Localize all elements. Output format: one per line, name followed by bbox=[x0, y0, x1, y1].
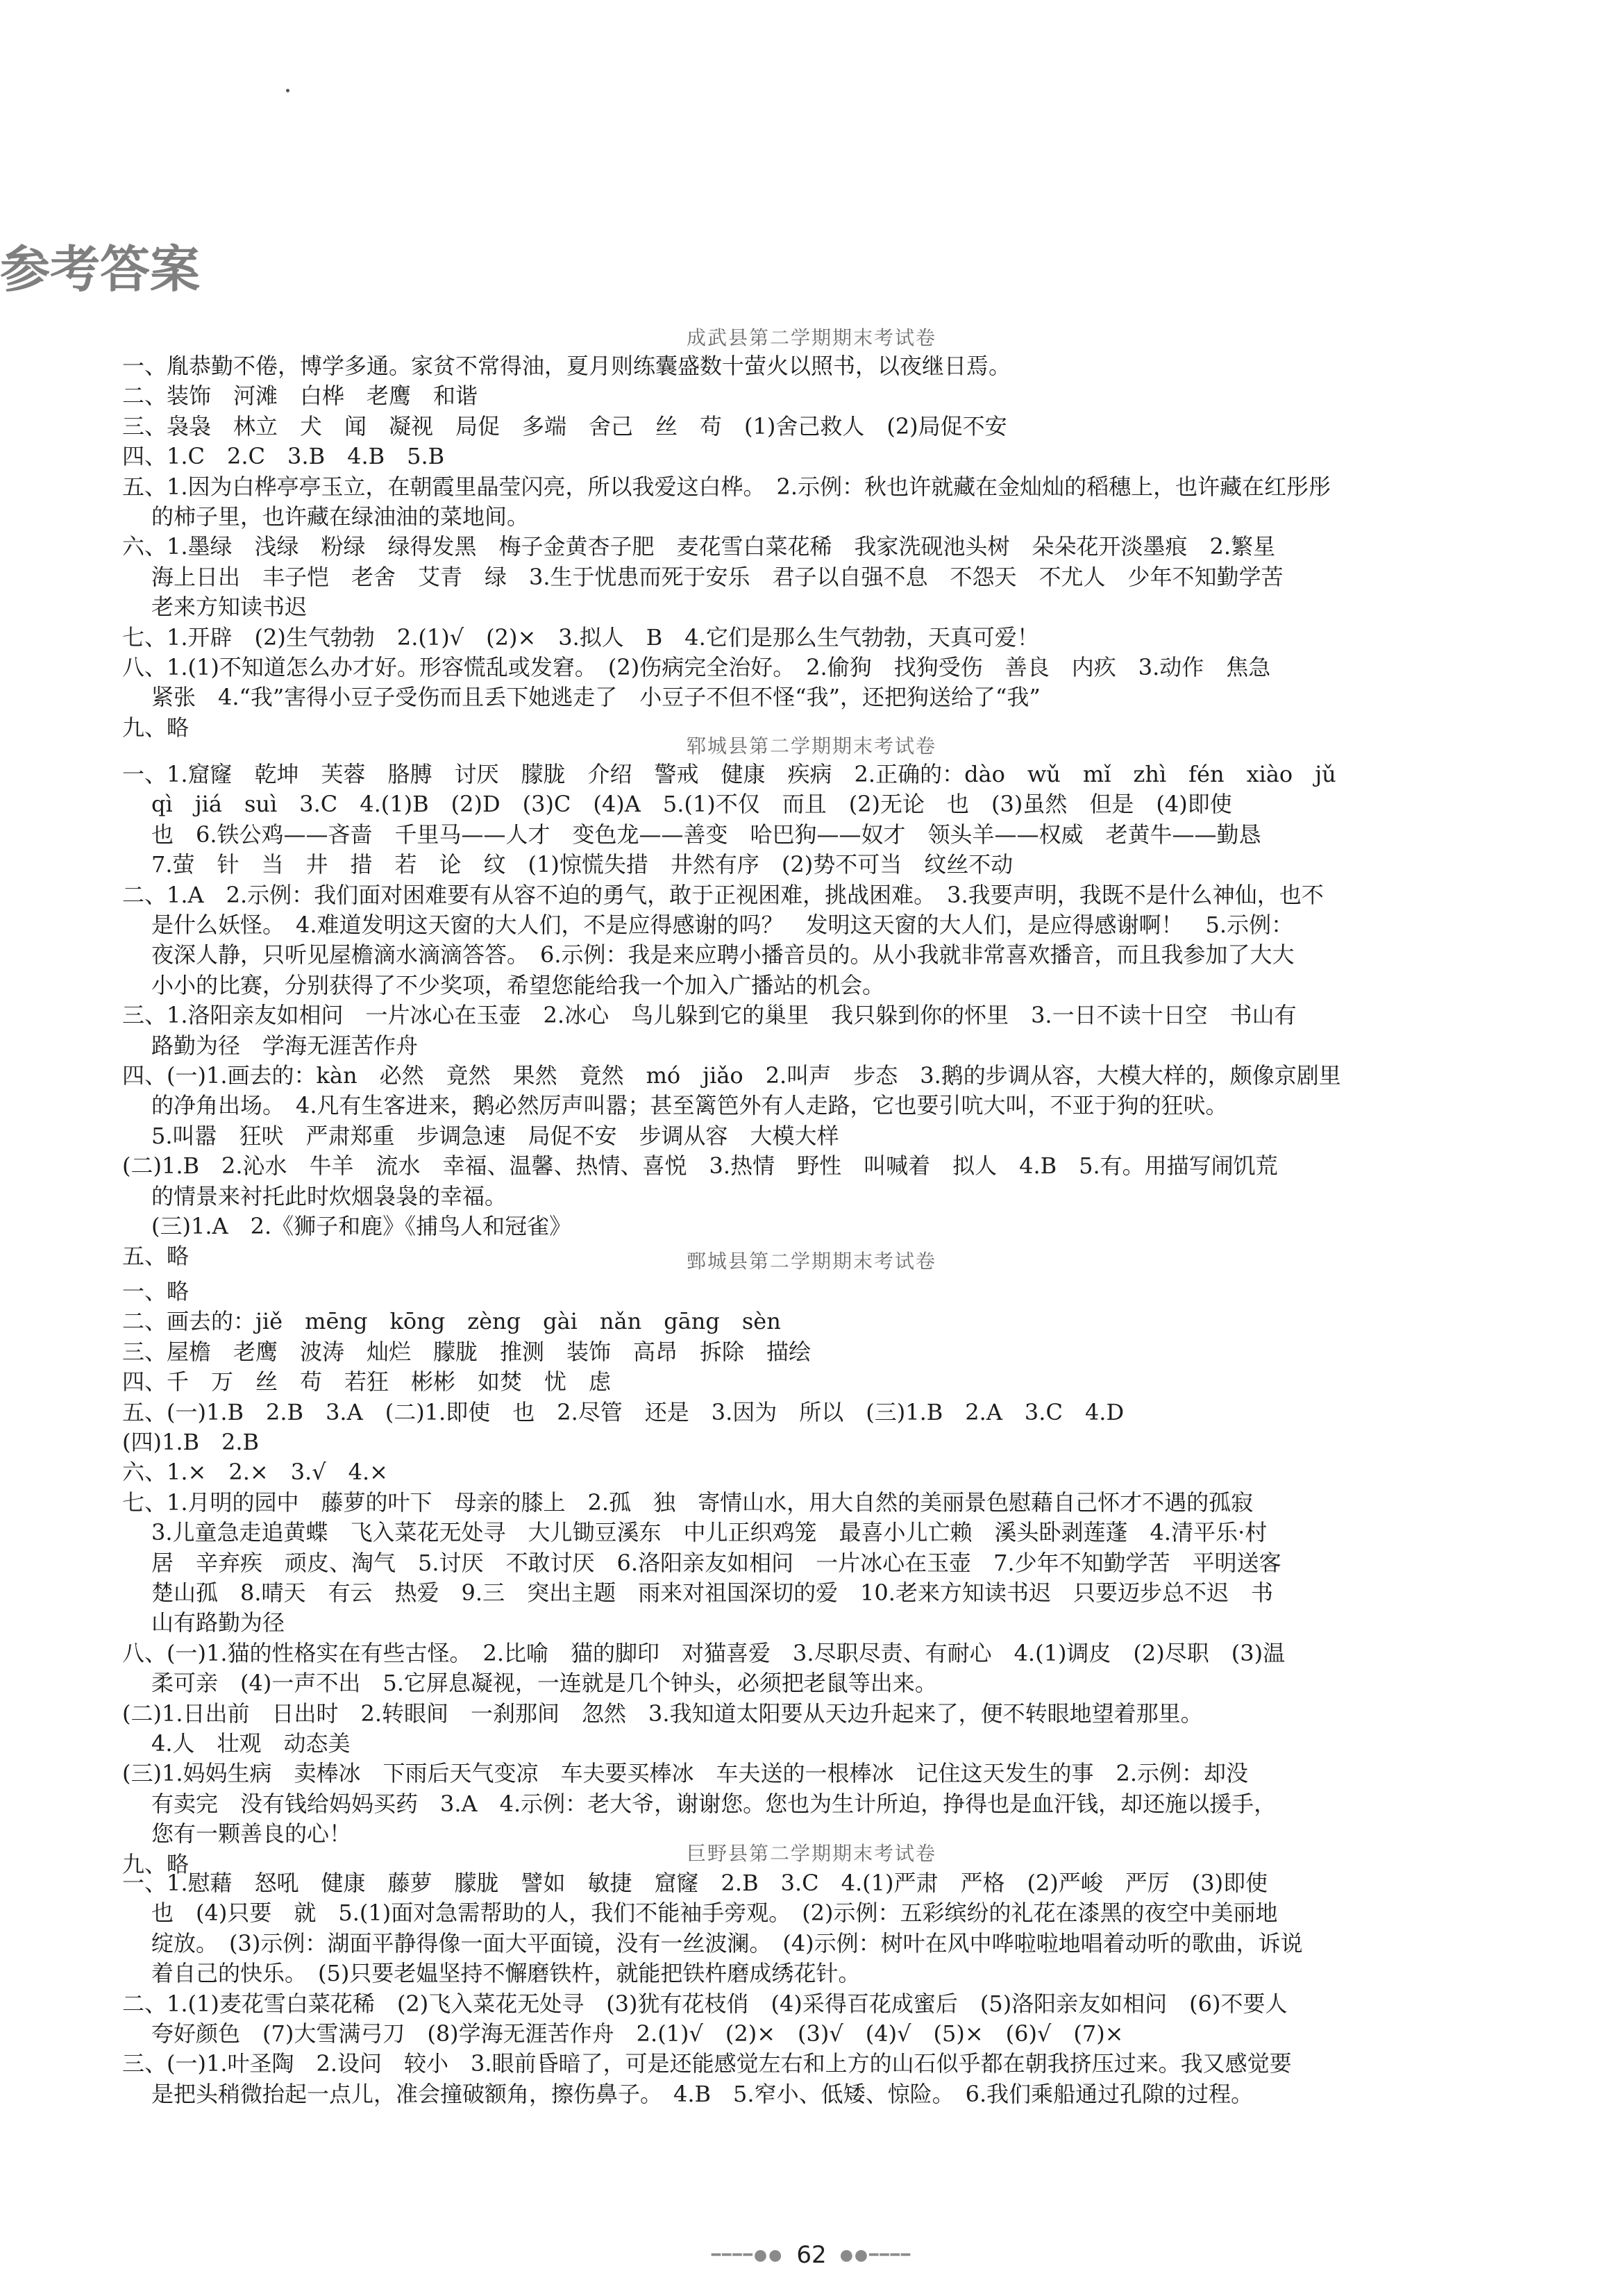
footer-left-ornament: ━━━━●● bbox=[711, 2246, 784, 2264]
footer-right-ornament: ●●━━━━ bbox=[839, 2246, 912, 2264]
page-number: 62 bbox=[796, 2241, 827, 2269]
answer-line: 也 6.铁公鸡——吝啬 千里马——人才 变色龙——善变 哈巴狗——奴才 领头羊——权威 老黄牛——勤恳 bbox=[151, 821, 1261, 848]
answer-line: 三、袅袅 林立 犬 闻 凝视 局促 多端 舍己 丝 苟 (1)舍己救人 (2)局促不安 bbox=[122, 413, 1007, 439]
section-title: 巨野县第二学期期末考试卷 bbox=[686, 1842, 936, 1865]
answer-line: 三、屋檐 老鹰 波涛 灿烂 朦胧 推测 装饰 高昂 拆除 描绘 bbox=[122, 1339, 812, 1365]
answer-line: 也 (4)只要 就 5.(1)面对急需帮助的人，我们不能袖手旁观。 (2)示例：五彩缤纷的礼花在漆黑的夜空中美丽地 bbox=[151, 1900, 1278, 1926]
answer-line: 是什么妖怪。 4.难道发明这天窗的大人们，不是应得感谢的吗？ 发明这天窗的大人们，是应得感谢啊！ 5.示例： bbox=[151, 912, 1294, 938]
answer-line: 老来方知读书迟 bbox=[151, 594, 308, 620]
answer-line: 二、1.(1)麦花雪白菜花稀 (2)飞入菜花无处寻 (3)犹有花枝俏 (4)采得百花成蜜后 (5)洛阳亲友如相问 (6)不要人 bbox=[122, 1991, 1288, 2017]
answer-line: 六、1.墨绿 浅绿 粉绿 绿得发黑 梅子金黄杏子肥 麦花雪白菜花稀 我家洗砚池头树 朵朵花开淡墨痕 2.繁星 bbox=[122, 533, 1276, 560]
answer-line: 五、1.因为白桦亭亭玉立，在朝霞里晶莹闪亮，所以我爱这白桦。 2.示例：秋也许就藏在金灿灿的稻穗上，也许藏在红彤彤 bbox=[122, 474, 1331, 500]
answer-line: 夜深人静，只听见屋檐滴水滴滴答答。 6.示例：我是来应聘小播音员的。从小我就非常喜欢播音，而且我参加了大大 bbox=[151, 941, 1295, 968]
page-title: 参考答案 bbox=[0, 240, 201, 299]
answer-line: 绽放。 (3)示例：湖面平静得像一面大平面镜，没有一丝波澜。 (4)示例：树叶在风中哗啦啦地唱着动听的歌曲，诉说 bbox=[151, 1930, 1303, 1956]
answer-line: 二、装饰 河滩 白桦 老鹰 和谐 bbox=[122, 383, 478, 409]
answer-line: 一、1.窟窿 乾坤 芙蓉 胳膊 讨厌 朦胧 介绍 警戒 健康 疾病 2.正确的：dào wǔ mǐ zhì fén xiào jǔ bbox=[122, 761, 1336, 787]
answer-line: 五、(一)1.B 2.B 3.A (二)1.即使 也 2.尽管 还是 3.因为 所以 (三)1.B 2.A 3.C 4.D bbox=[122, 1399, 1125, 1425]
answer-line: 一、胤恭勤不倦，博学多通。家贫不常得油，夏月则练囊盛数十萤火以照书，以夜继日焉。 bbox=[122, 353, 1011, 379]
answer-line: 六、1.× 2.× 3.√ 4.× bbox=[122, 1459, 388, 1485]
section-title: 鄄城县第二学期期末考试卷 bbox=[686, 1250, 936, 1273]
answer-line: 四、千 万 丝 苟 若狂 彬彬 如焚 忧 虑 bbox=[122, 1368, 612, 1395]
answer-line: 您有一颗善良的心！ bbox=[151, 1820, 352, 1847]
answer-line: 四、(一)1.画去的：kàn 必然 竟然 果然 竟然 mó jiǎo 2.叫声 步态 3.鹅的步调从容，大模大样的，颇像京剧里 bbox=[122, 1062, 1341, 1089]
answer-line: 路勤为径 学海无涯苦作舟 bbox=[151, 1032, 419, 1059]
answer-line: 的柿子里，也许藏在绿油油的菜地间。 bbox=[151, 503, 530, 530]
answer-line: 紧张 4.“我”害得小豆子受伤而且丢下她逃走了 小豆子不但不怪“我”，还把狗送给了“我” bbox=[151, 684, 1041, 710]
answer-line: 三、1.洛阳亲友如相问 一片冰心在玉壶 2.冰心 鸟儿躲到它的巢里 我只躲到你的怀里 3.一日不读十日空 书山有 bbox=[122, 1002, 1297, 1028]
answer-line: 三、(一)1.叶圣陶 2.设问 较小 3.眼前昏暗了，可是还能感觉左右和上方的山石似乎都在朝我挤压过来。我又感觉要 bbox=[122, 2050, 1292, 2077]
answer-line: 的净角出场。 4.凡有生客进来，鹅必然厉声叫嚣；甚至篱笆外有人走路，它也要引吭大叫，不亚于狗的狂吠。 bbox=[151, 1092, 1228, 1118]
answer-line: (二)1.B 2.沁水 牛羊 流水 幸福、温馨、热情、喜悦 3.热情 野性 叫喊着 拟人 4.B 5.有。用描写闹饥荒 bbox=[122, 1153, 1278, 1179]
answer-line: 一、1.慰藉 怒吼 健康 藤萝 朦胧 譬如 敏捷 窟窿 2.B 3.C 4.(1)严肃 严格 (2)严峻 严厉 (3)即使 bbox=[122, 1870, 1268, 1896]
answer-line: 夸好颜色 (7)大雪满弓刀 (8)学海无涯苦作舟 2.(1)√ (2)× (3)√ (4)√ (5)× (6)√ (7)× bbox=[151, 2020, 1124, 2047]
answer-line: 小小的比赛，分别获得了不少奖项，希望您能给我一个加入广播站的机会。 bbox=[151, 972, 885, 998]
answer-line: 七、1.开辟 (2)生气勃勃 2.(1)√ (2)× 3.拟人 B 4.它们是那么生气勃勃，天真可爱！ bbox=[122, 624, 1039, 651]
answer-line: 九、略 bbox=[122, 714, 190, 741]
answer-line: 五、略 bbox=[122, 1243, 190, 1269]
answer-line: qì jiá suì 3.C 4.(1)B (2)D (3)C (4)A 5.(1)不仅 而且 (2)无论 也 (3)虽然 但是 (4)即使 bbox=[151, 791, 1232, 817]
answer-line: (三)1.妈妈生病 卖棒冰 下雨后天气变凉 车夫要买棒冰 车夫送的一根棒冰 记住这天发生的事 2.示例：却没 bbox=[122, 1760, 1249, 1786]
answer-line: (四)1.B 2.B bbox=[122, 1429, 260, 1455]
answer-line: 居 辛弃疾 顽皮、淘气 5.讨厌 不敢讨厌 6.洛阳亲友如相问 一片冰心在玉壶 7.少年不知勤学苦 平明送客 bbox=[151, 1550, 1281, 1576]
answer-line: 5.叫嚣 狂吠 严肃郑重 步调急速 局促不安 步调从容 大模大样 bbox=[151, 1123, 839, 1149]
section-title: 郓城县第二学期期末考试卷 bbox=[686, 735, 936, 757]
answer-line: 七、1.月明的园中 藤萝的叶下 母亲的膝上 2.孤 独 寄情山水，用大自然的美丽景色慰藉自己怀才不遇的孤寂 bbox=[122, 1489, 1254, 1516]
answer-line: 八、(一)1.猫的性格实在有些古怪。 2.比喻 猫的脚印 对猫喜爱 3.尽职尽责、有耐心 4.(1)调皮 (2)尽职 (3)温 bbox=[122, 1640, 1286, 1666]
answer-line: 海上日出 丰子恺 老舍 艾青 绿 3.生于忧患而死于安乐 君子以自强不息 不怨天 不尤人 少年不知勤学苦 bbox=[151, 564, 1284, 590]
answer-line: (三)1.A 2.《狮子和鹿》《捕鸟人和冠雀》 bbox=[151, 1213, 572, 1239]
answer-line: 一、略 bbox=[122, 1278, 190, 1305]
answer-line: (二)1.日出前 日出时 2.转眼间 一刹那间 忽然 3.我知道太阳要从天边升起来了，便不转眼地望着那里。 bbox=[122, 1700, 1203, 1727]
section-title: 成武县第二学期期末考试卷 bbox=[686, 326, 936, 349]
answer-line: 山有路勤为径 bbox=[151, 1609, 285, 1636]
answer-line: 有卖完 没有钱给妈妈买药 3.A 4.示例：老大爷，谢谢您。您也为生计所迫，挣得也是血汗钱，却还施以援手， bbox=[151, 1791, 1277, 1817]
answer-line: 7.萤 针 当 井 措 若 论 纹 (1)惊慌失措 井然有序 (2)势不可当 纹丝不动 bbox=[151, 851, 1014, 878]
answer-line: 楚山孤 8.晴天 有云 热爱 9.三 突出主题 雨来对祖国深切的爱 10.老来方知读书迟 只要迈步总不迟 书 bbox=[151, 1579, 1273, 1606]
answer-line: 二、画去的：jiě mēng kōng zèng gài nǎn gāng sèn bbox=[122, 1308, 781, 1334]
answer-line: 八、1.(1)不知道怎么办才好。形容慌乱或发窘。 (2)伤病完全治好。 2.偷狗 找狗受伤 善良 内疚 3.动作 焦急 bbox=[122, 654, 1271, 680]
answer-line: 九、略 bbox=[122, 1851, 190, 1877]
page-footer bbox=[0, 2241, 1623, 2272]
answer-line: 的情景来衬托此时炊烟袅袅的幸福。 bbox=[151, 1183, 507, 1209]
answer-line: 4.人 壮观 动态美 bbox=[151, 1730, 351, 1757]
answer-line: 二、1.A 2.示例：我们面对困难要有从容不迫的勇气，敢于正视困难，挑战困难。 3.我要声明，我既不是什么神仙，也不 bbox=[122, 882, 1324, 908]
answer-line: 四、1.C 2.C 3.B 4.B 5.B bbox=[122, 443, 445, 469]
answer-line: 是把头稍微抬起一点儿，准会撞破额角，擦伤鼻子。 4.B 5.窄小、低矮、惊险。 6.我们乘船通过孔隙的过程。 bbox=[151, 2081, 1254, 2107]
answer-line: 3.儿童急走追黄蝶 飞入菜花无处寻 大儿锄豆溪东 中儿正织鸡笼 最喜小儿亡赖 溪头卧剥莲蓬 4.清平乐·村 bbox=[151, 1519, 1268, 1545]
scan-speck bbox=[286, 89, 289, 92]
answer-line: 着自己的快乐。 (5)只要老媪坚持不懈磨铁杵，就能把铁杵磨成绣花针。 bbox=[151, 1960, 861, 1986]
answer-line: 柔可亲 (4)一声不出 5.它屏息凝视，一连就是几个钟头，必须把老鼠等出来。 bbox=[151, 1670, 937, 1696]
